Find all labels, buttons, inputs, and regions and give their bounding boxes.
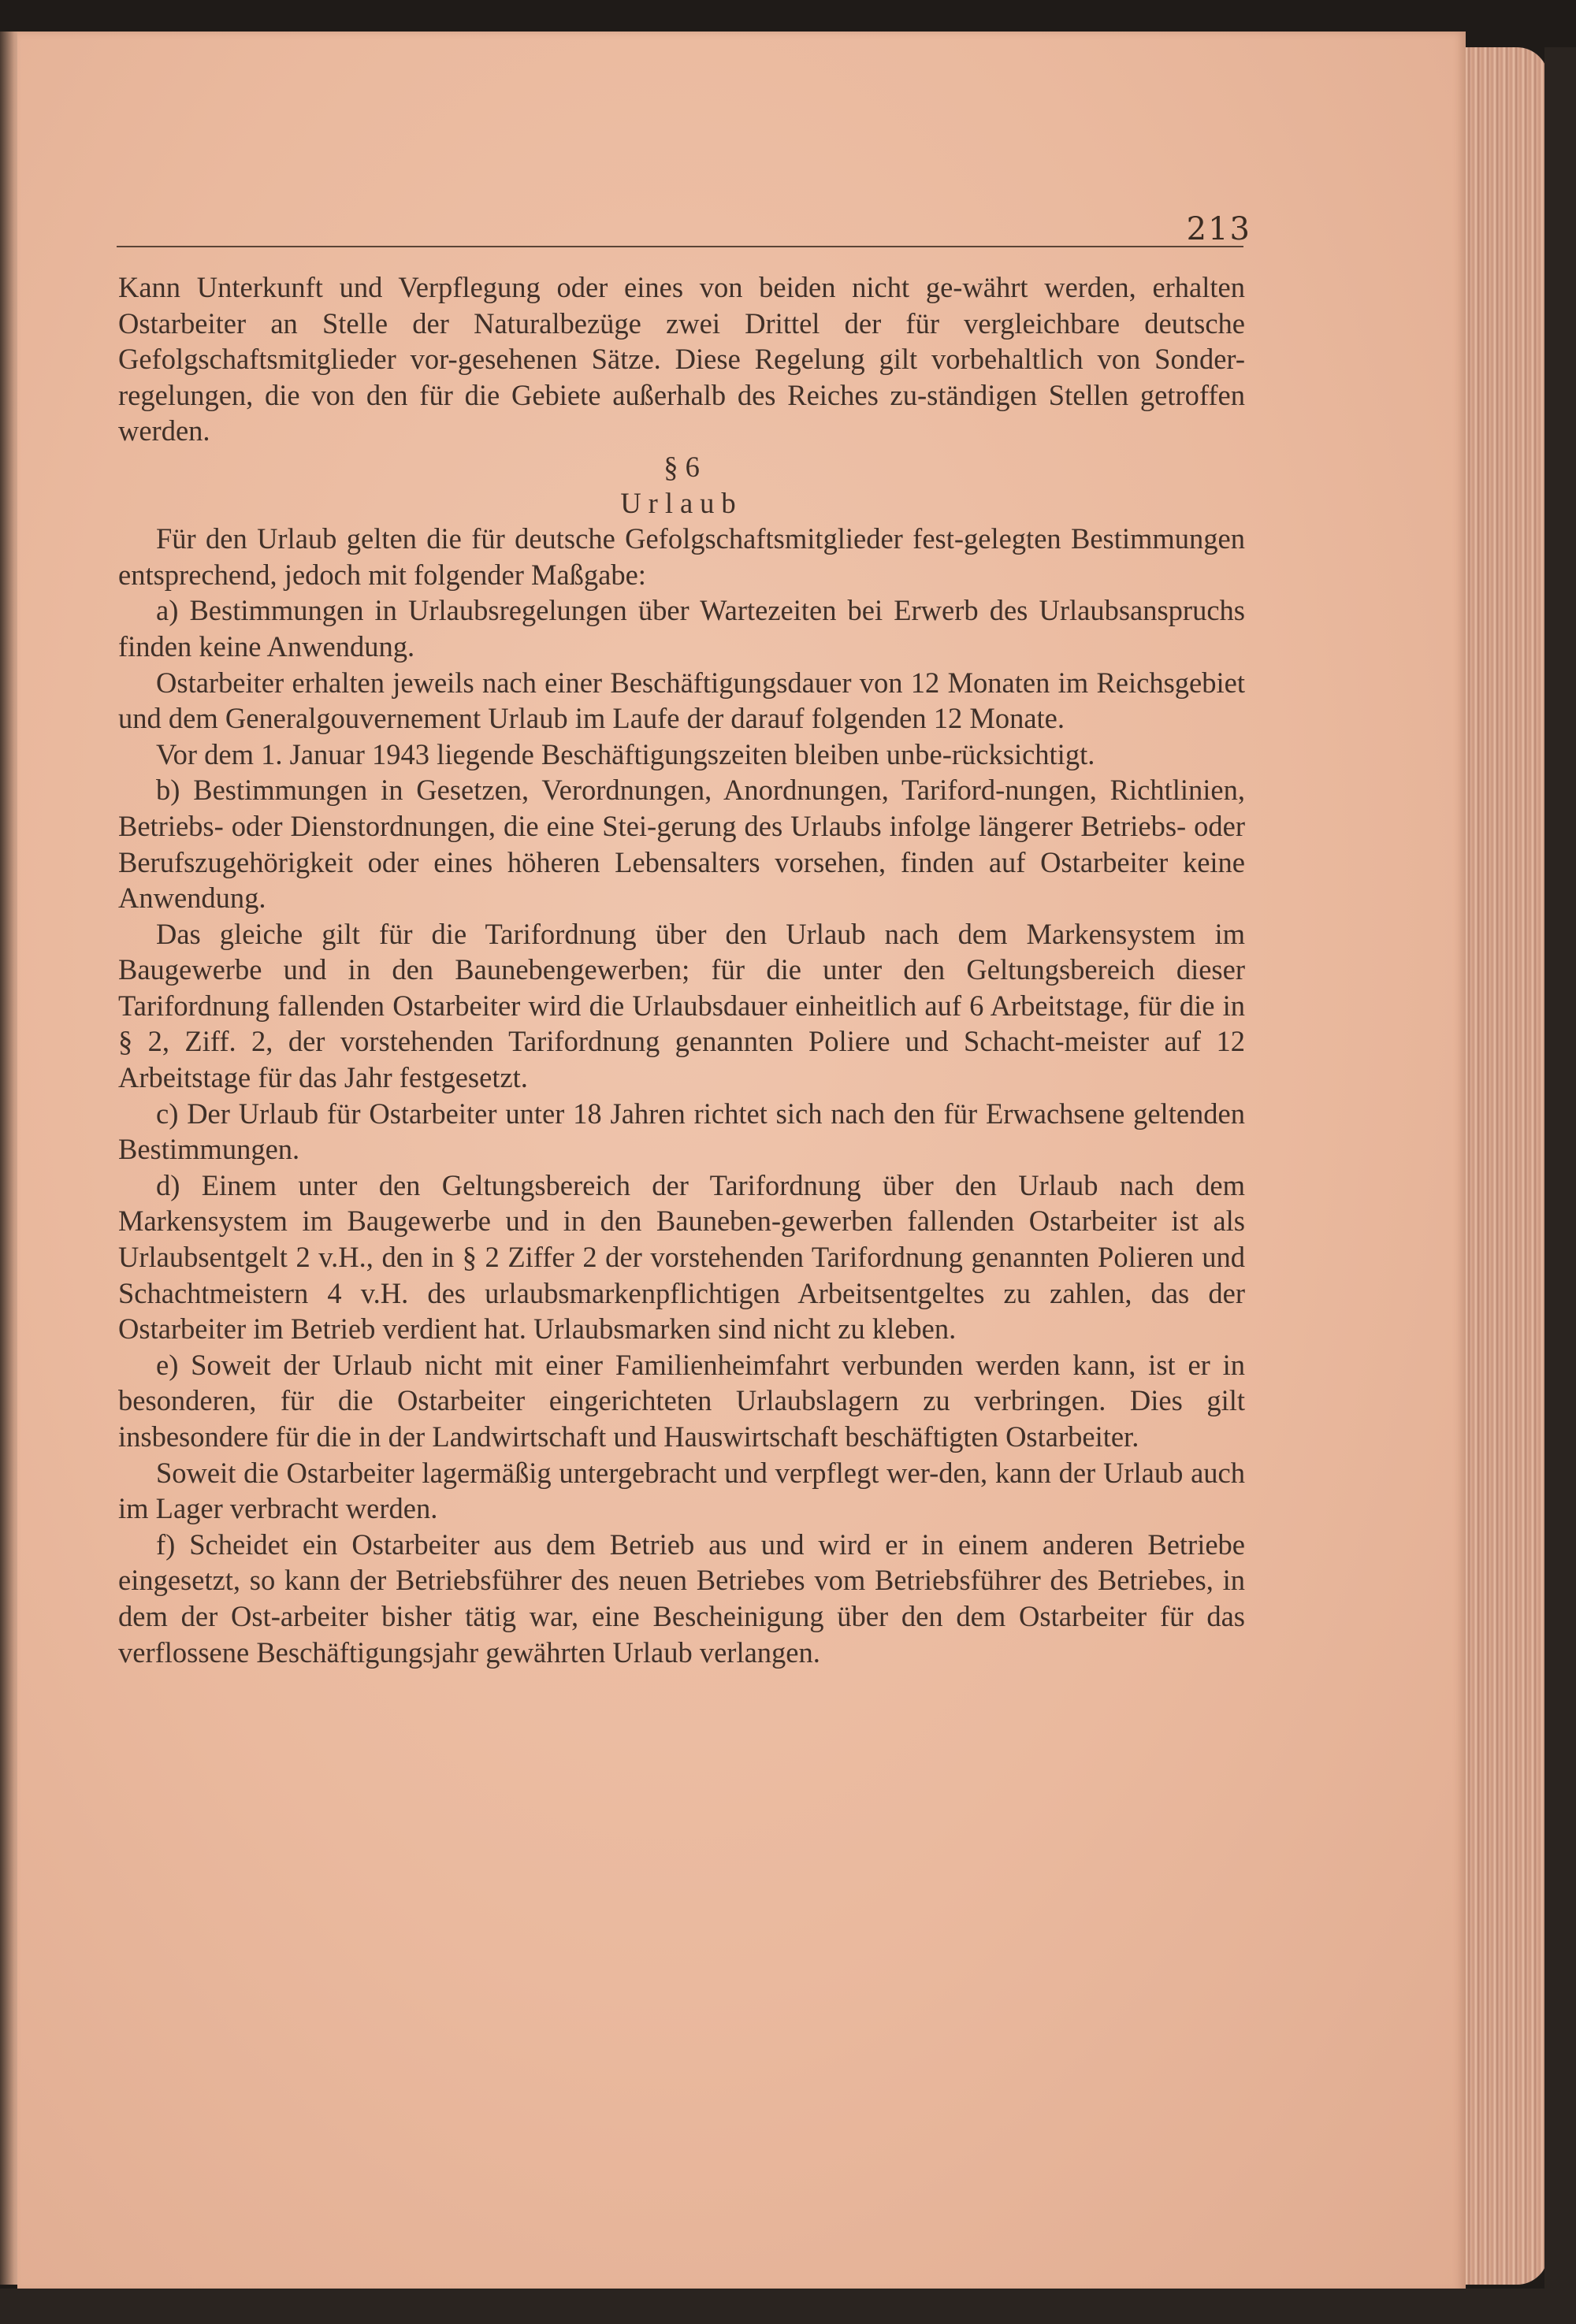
paragraph-a-entitlement: Ostarbeiter erhalten jeweils nach einer Beschäftigungsdauer von 12 Monaten im Reichsgebiet und dem Generalgouvernement Urlaub im Laufe der darauf folgenden 12 Monate. <box>118 666 1245 735</box>
section-marker: § 6 <box>663 450 700 483</box>
page-stack-edge <box>1462 47 1548 2285</box>
paragraph-f: f) Scheidet ein Ostarbeiter aus dem Betrieb aus und wird er in einem anderen Betriebe eingesetzt, so kann der Betriebsführer des neuen Betriebes vom Betriebsführer des Betriebes, in dem der Ost-arbeiter bisher tätig war, eine Bescheinigung über den dem Ostarbeiter für das verflossene Beschäftigungsjahr gewährten Urlaub verlangen. <box>118 1528 1245 1669</box>
paragraph-b: b) Bestimmungen in Gesetzen, Verordnungen, Anordnungen, Tariford-nungen, Richtlinien, Betriebs- oder Dienstordnungen, die eine Stei-gerung des Urlaubs infolge längerer Betriebs- oder Berufszugehörigkeit oder eines höheren Lebensalters vorsehen, finden auf Ostarbeiter keine Anwendung. <box>118 774 1245 915</box>
section-title: Urlaub <box>620 486 743 519</box>
header-rule <box>117 246 1243 247</box>
body-text <box>118 269 1245 1670</box>
running-head <box>117 211 1253 255</box>
paragraph-e-camp: Soweit die Ostarbeiter lagermäßig untergebracht und verpflegt wer-den, kann der Urlaub auch im Lager verbracht werden. <box>118 1456 1245 1525</box>
paragraph-c: c) Der Urlaub für Ostarbeiter unter 18 Jahren richtet sich nach den für Erwachsene geltenden Bestimmungen. <box>118 1097 1245 1166</box>
paragraph-d: d) Einem unter den Geltungsbereich der Tarifordnung über den Urlaub nach dem Markensystem im Baugewerbe und in den Bauneben-gewerben fallenden Ostarbeiter ist als Urlaubsentgelt 2 v.H., den in § 2 Ziffer 2 der vorstehenden Tarifordnung genannten Polieren und Schachtmeistern 4 v.H. des urlaubsmarkenpflichtigen Arbeitsentgeltes zu zahlen, das der Ostarbeiter im Betrieb verdient hat. Urlaubsmarken sind nicht zu kleben. <box>118 1168 1245 1346</box>
bottom-background <box>0 2289 1576 2324</box>
paragraph-vacation-intro: Für den Urlaub gelten die für deutsche Gefolgschaftsmitglieder fest-gelegten Bestimmungen entsprechend, jedoch mit folgender Maßgabe: <box>118 522 1245 591</box>
paragraph-b-construction: Das gleiche gilt für die Tarifordnung über den Urlaub nach dem Markensystem im Baugewerbe und in den Baunebengewerben; für die unter den Geltungsbereich dieser Tarifordnung fallenden Ostarbeiter wird die Urlaubsdauer einheitlich auf 6 Arbeitstage, für die in § 2, Ziff. 2, der vorstehenden Tarifordnung genannten Poliere und Schacht-meister auf 12 Arbeitstage für das Jahr festgesetzt. <box>118 917 1245 1094</box>
right-background <box>1544 47 1576 2300</box>
paragraph-e: e) Soweit der Urlaub nicht mit einer Familienheimfahrt verbunden werden kann, ist er in besonderen, für die Ostarbeiter eingerichteten Urlaubslagern zu verbringen. Dies gilt insbesondere für die in der Landwirtschaft und Hauswirtschaft beschäftigten Ostarbeiter. <box>118 1348 1245 1453</box>
paragraph-a: a) Bestimmungen in Urlaubsregelungen über Wartezeiten bei Erwerb des Urlaubsanspruchs finden keine Anwendung. <box>118 594 1245 663</box>
paragraph-a-cutoff: Vor dem 1. Januar 1943 liegende Beschäftigungszeiten bleiben unbe-rücksichtigt. <box>156 737 1095 770</box>
page-number: 213 <box>1186 211 1251 247</box>
paragraph-board-and-lodging: Kann Unterkunft und Verpflegung oder eines von beiden nicht ge-währt werden, erhalten Ostarbeiter an Stelle der Naturalbezüge zwei Drittel der für vergleichbare deutsche Gefolgschaftsmitglieder vor-gesehenen Sätze. Diese Regelung gilt vorbehaltlich von Sonder-regelungen, die von den für die Gebiete außerhalb des Reiches zu-ständigen Stellen getroffen werden. <box>118 271 1245 447</box>
